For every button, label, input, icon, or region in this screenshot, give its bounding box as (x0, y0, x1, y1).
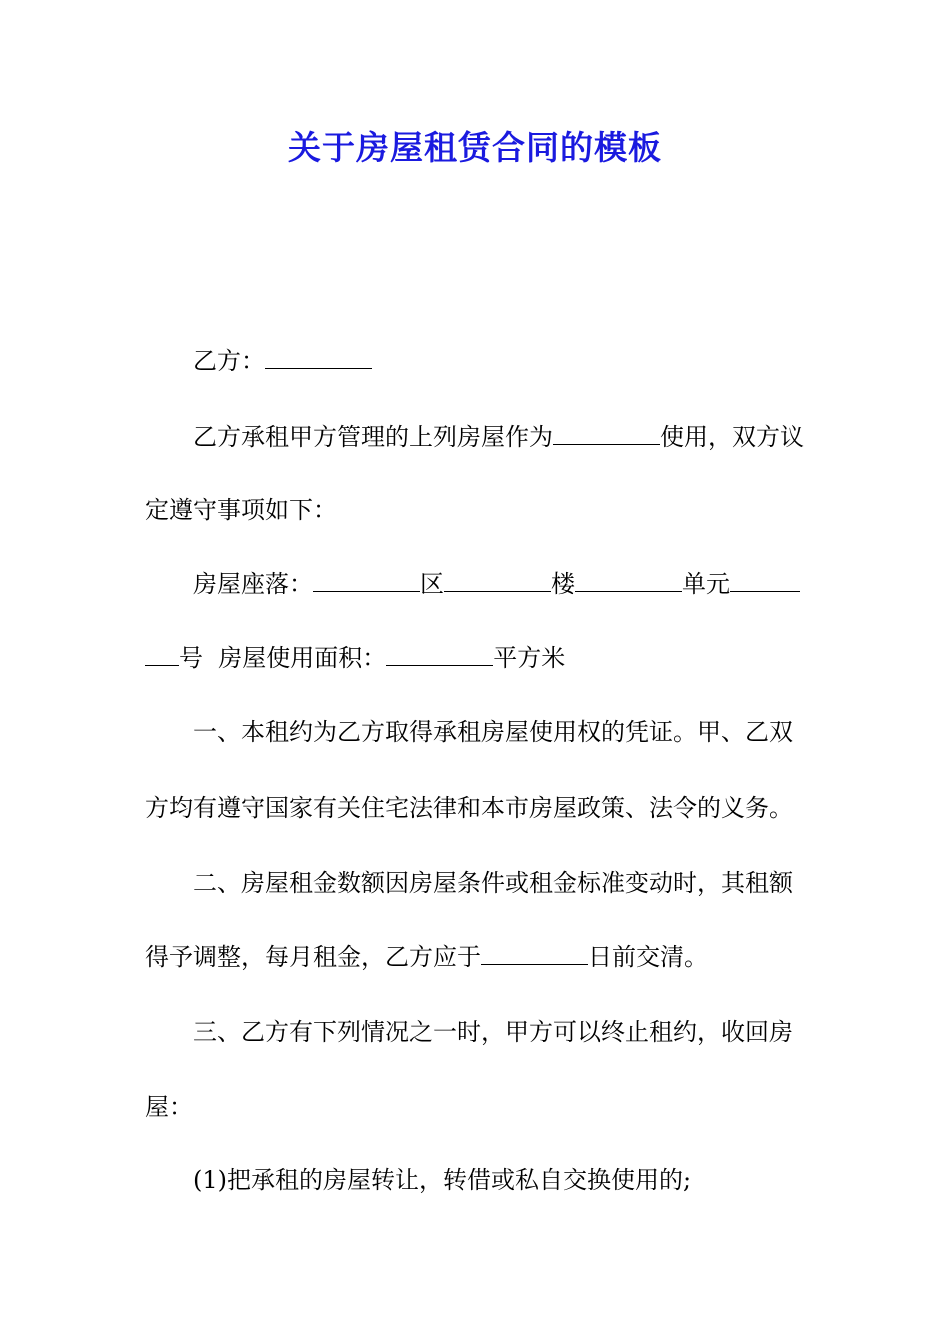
item-3-line-2 (145, 1095, 193, 1119)
area-label: 房屋使用面积： (218, 644, 387, 672)
sub-item-1 (193, 1168, 691, 1192)
address-danyuan: 单元 (682, 570, 730, 598)
item-2-text-b: 得予调整，每月租金，乙方应于 (145, 943, 481, 971)
sub-item-1-text: (1)把承租的房屋转让，转借或私自交换使用的; (193, 1166, 692, 1194)
address-qu: 区 (420, 570, 444, 598)
area-blank (386, 647, 493, 666)
item-3-text-a: 三、乙方有下列情况之一时，甲方可以终止租约，收回房 (193, 1018, 793, 1046)
address-blank-4b (145, 647, 179, 666)
item-1-text-a: 一、本租约为乙方取得承租房屋使用权的凭证。甲、乙双 (193, 718, 793, 746)
address-line-1 (193, 572, 800, 596)
item-1-line-1 (193, 720, 793, 744)
p1-text-c: 定遵守事项如下： (145, 496, 337, 524)
paragraph-1-line-2 (145, 498, 337, 522)
address-line-2 (145, 646, 565, 670)
party-b-line (193, 349, 372, 373)
item-3-text-b: 屋： (145, 1093, 193, 1121)
address-blank-3 (575, 573, 682, 592)
usage-blank (553, 426, 660, 445)
item-1-line-2 (145, 796, 793, 820)
item-2-line-1 (193, 871, 793, 895)
address-label: 房屋座落： (193, 570, 313, 598)
p1-text-b: 使用，双方议 (660, 423, 804, 451)
payment-day-blank (481, 946, 588, 965)
address-blank-2 (444, 573, 551, 592)
item-3-line-1 (193, 1020, 793, 1044)
address-lou: 楼 (551, 570, 575, 598)
paragraph-1-line-1 (193, 425, 804, 449)
address-hao: 号 (179, 644, 203, 672)
address-blank-1 (313, 573, 420, 592)
item-2-line-2 (145, 945, 708, 969)
item-2-text-c: 日前交清。 (588, 943, 708, 971)
item-1-text-b: 方均有遵守国家有关住宅法律和本市房屋政策、法令的义务。 (145, 794, 793, 822)
party-b-blank (265, 350, 372, 369)
address-blank-4a (730, 573, 800, 592)
document-title: 关于房屋租赁合同的模板 (288, 128, 662, 167)
area-unit: 平方米 (493, 644, 566, 672)
party-b-label: 乙方： (193, 347, 265, 375)
item-2-text-a: 二、房屋租金数额因房屋条件或租金标准变动时，其租额 (193, 869, 793, 897)
p1-text-a: 乙方承租甲方管理的上列房屋作为 (193, 423, 553, 451)
